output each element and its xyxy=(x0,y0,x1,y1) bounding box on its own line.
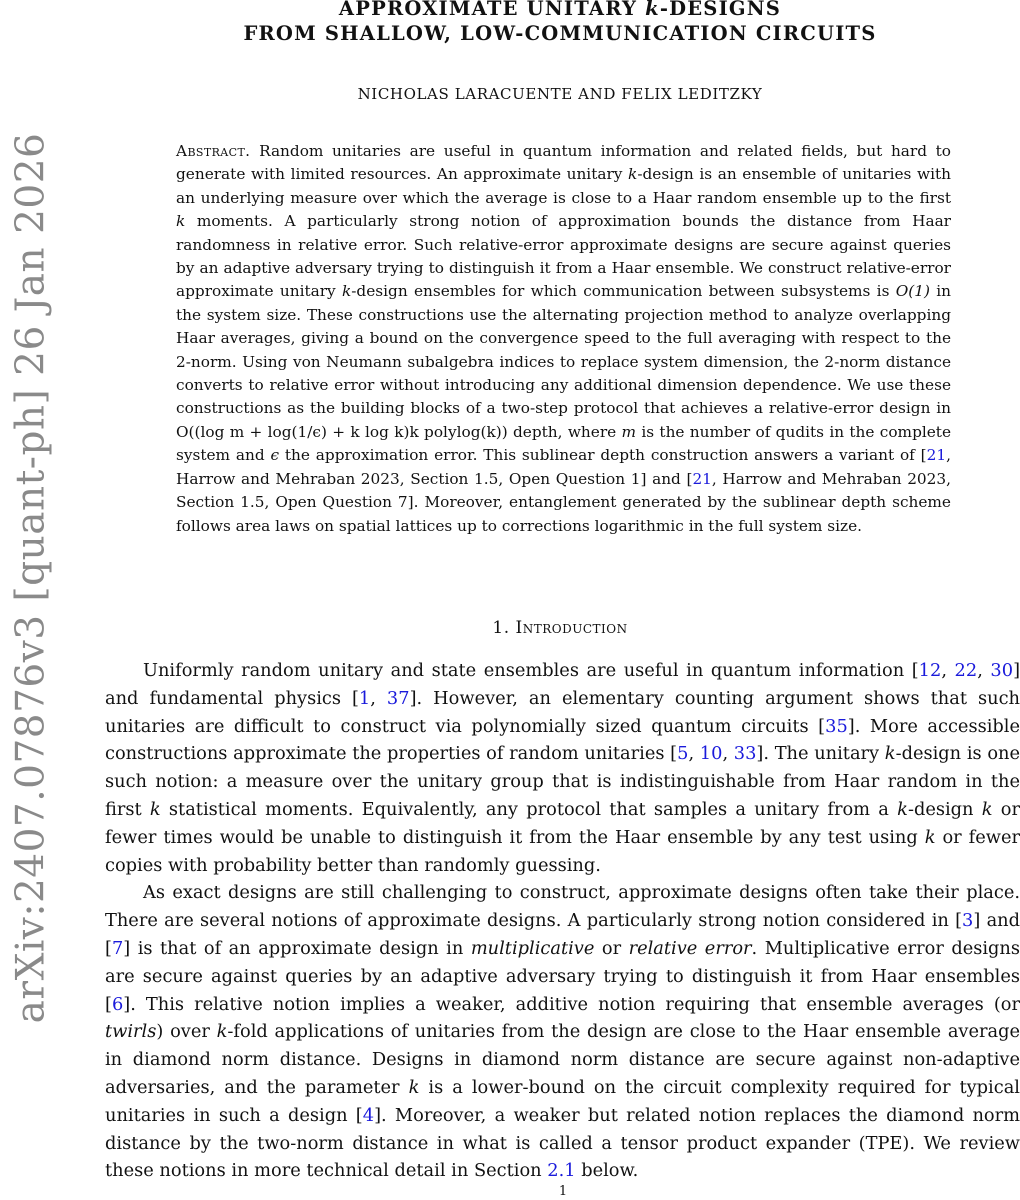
citation-link[interactable]: 3 xyxy=(962,910,974,932)
citation-link[interactable]: 5 xyxy=(677,743,689,765)
citation-link[interactable]: 35 xyxy=(825,715,848,737)
arxiv-sidebar-stamp xyxy=(0,132,67,1023)
section-title: Introduction xyxy=(515,618,628,638)
citation-link[interactable]: 37 xyxy=(386,687,410,709)
citation-link[interactable]: 21 xyxy=(926,446,947,465)
citation-link[interactable]: 30 xyxy=(990,660,1014,681)
page-number: 1 xyxy=(558,1184,568,1199)
paragraph: Uniformly random unitary and state ensembles are useful in quantum information [12, 22, 30] and fundamental physics [1, 37]. However, an elementary counting argument shows that such unitaries are difficult to construct via polynomially sized quantum circuits [35]. More accessible constructions approximate the properties of random unitaries [5, 10, 33]. The unitary k-design is one such notion: a measure over the unitary group that is indistinguishable from Haar random in the first k statistical moments. Equivalently, any protocol that samples a unitary from a k-design k or fewer times would be unable to distinguish it from the Haar ensemble by any test using k or fewer copies with probability better than randomly guessing. xyxy=(105,660,1020,876)
citation-link[interactable]: 33 xyxy=(733,743,757,765)
abstract: Abstract. Random unitaries are useful in quantum information and related fields, but hard to generate with limited resources. An approximate unitary k-design is an ensemble of unitaries with an underlying measure over which the average is close to a Haar random ensemble up to the first k moments. A particularly strong notion of approximation bounds the distance from Haar randomness in relative error. Such relative-error approximate designs are secure against queries by an adaptive adversary trying to distinguish it from a Haar ensemble. We construct relative-error approximate unitary k-design ensembles for which communication between subsystems is O(1) in the system size. These constructions use the alternating projection method to analyze overlapping Haar averages, giving a bound on the convergence speed to the full averaging with respect to the 2-norm. Using von Neumann subalgebra indices to replace system dimension, the 2-norm distance converts to relative error without introducing any additional dimension dependence. We use these constructions as the building blocks of a two-step protocol that achieves a relative-error design in O((log m + log(1/ϵ) + k log k)k polylog(k)) depth, where m is the number of qudits in the complete system and ϵ the approximation error. This sublinear depth construction answers a variant of [21, Harrow and Mehraban 2023, Section 1.5, Open Question 1] and [21, Harrow and Mehraban 2023, Section 1.5, Open Question 7]. Moreover, entanglement generated by the sublinear depth scheme follows area laws on spatial lattices up to corrections logarithmic in the full system size. xyxy=(176,142,951,535)
citation-link[interactable]: 1 xyxy=(358,687,371,709)
citation-link[interactable]: 22 xyxy=(954,660,978,681)
citation-link[interactable]: 21 xyxy=(692,469,712,488)
introduction-body xyxy=(105,657,1020,1185)
paper-title-line-2: FROM SHALLOW, LOW-COMMUNICATION CIRCUITS xyxy=(243,22,877,45)
arxiv-identifier: arXiv:2407.07876v3 [quant-ph] 26 Jan 2026 xyxy=(8,132,54,1023)
citation-link[interactable]: 12 xyxy=(918,660,942,681)
paragraph: As exact designs are still challenging to construct, approximate designs often take their place. There are several notions of approximate designs. A particularly strong notion considered in [3] and [7] is that of an approximate design in multiplicative or relative error. Multiplicative error designs are secure against queries by an adaptive adversary trying to distinguish it from Haar ensembles [6]. This relative notion implies a weaker, additive notion requiring that ensemble averages (or twirls) over k-fold applications of unitaries from the design are close to the Haar ensemble average in diamond norm distance. Designs in diamond norm distance are secure against non-adaptive adversaries, and the parameter k is a lower-bound on the circuit complexity required for typical unitaries in such a design [4]. Moreover, a weaker but related notion replaces the diamond norm distance by the two-norm distance in what is called a tensor product expander (TPE). We review these notions in more technical detail in Section 2.1 below. xyxy=(105,882,1020,1182)
paper-title-line-1: APPROXIMATE UNITARY k-DESIGNS xyxy=(338,0,782,20)
section-number: 1. xyxy=(492,618,510,638)
abstract-label: Abstract. xyxy=(176,142,251,160)
citation-link[interactable]: 4 xyxy=(362,1104,375,1126)
citation-link[interactable]: 10 xyxy=(699,743,723,765)
citation-link[interactable]: 6 xyxy=(111,993,124,1015)
authors: NICHOLAS LARACUENTE AND FELIX LEDITZKY xyxy=(357,85,763,103)
citation-link[interactable]: 7 xyxy=(111,937,124,959)
section-link[interactable]: 2.1 xyxy=(547,1160,576,1182)
depth-formula: O((log m + log(1/ϵ) + k log k)k polylog(k)) xyxy=(176,422,508,441)
section-heading xyxy=(150,618,970,638)
